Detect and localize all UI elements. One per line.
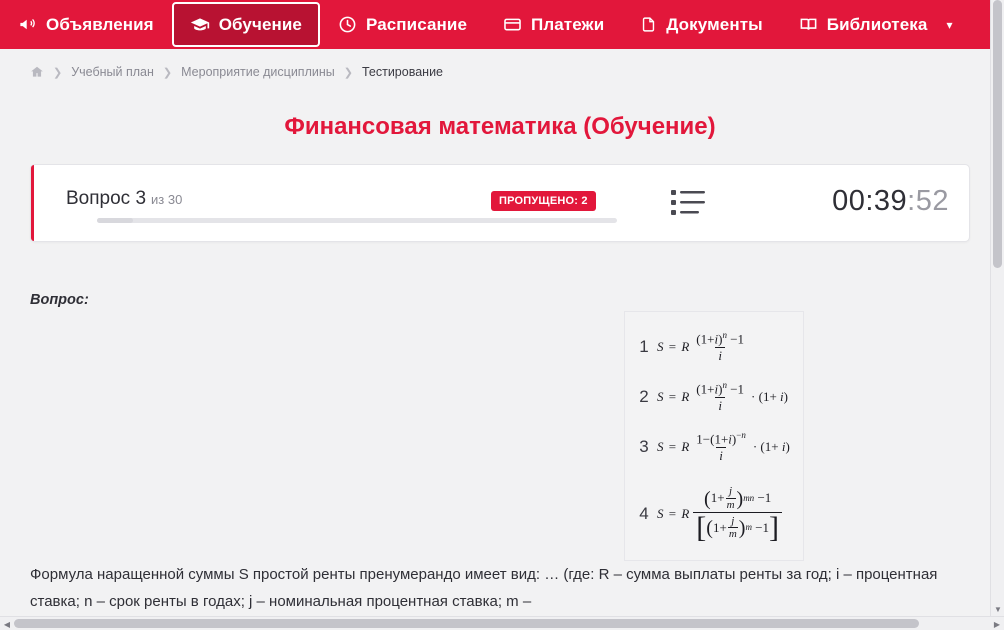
nav-label-documents: Документы — [666, 14, 763, 34]
quiz-progress-fill — [97, 218, 133, 223]
answer-option-3-formula: S = R $\frac{1-(1+i)^{-n}}{i}$ · (1+ i) — [657, 429, 790, 464]
scroll-right-icon[interactable]: ▶ — [993, 619, 1001, 629]
countdown-timer — [832, 185, 949, 218]
answer-option-4[interactable] — [625, 472, 803, 556]
vertical-scrollbar[interactable] — [990, 0, 1004, 616]
page-title: Финансовая математика (Обучение) — [284, 113, 716, 140]
timer-minutes: 00:39 — [832, 185, 908, 217]
answer-option-4-formula: S = R ( 1+ $\frac{j}{m}$ ) mn −1 [ ( 1+ $\frac{j}{m}$ ) m −1 ] — [657, 485, 784, 542]
home-icon[interactable] — [30, 65, 44, 79]
breadcrumb-separator-2: ❯ — [162, 66, 173, 79]
answer-option-2[interactable] — [625, 372, 803, 422]
status-badge: ПРОПУЩЕНО: 2 — [491, 191, 596, 211]
question-text: Формула наращенной суммы S простой ренты пренумерандо имеет вид: … (где: R – сумма выплаты ренты за год; i – процентная ставка; n – срок ренты в годах; j – номинальная процентная ставка; m – — [30, 566, 938, 610]
breadcrumb-separator-1: ❯ — [53, 66, 63, 79]
answer-option-2-formula: S = R $\frac{(1+i)^n -1}{i}$ · (1+ i) — [657, 379, 788, 414]
question-counter — [66, 188, 182, 210]
nav-item-library[interactable] — [781, 0, 971, 49]
question-total: из 30 — [151, 192, 183, 207]
answer-option-1-number: 1 — [639, 337, 649, 356]
book-icon — [799, 15, 818, 34]
nav-label-schedule: Расписание — [365, 14, 468, 34]
horizontal-scrollbar[interactable] — [0, 616, 1004, 630]
quiz-status-card — [30, 164, 970, 242]
main-navigation — [0, 0, 990, 49]
clock-icon — [338, 15, 357, 34]
chevron-down-icon[interactable]: ▾ — [946, 17, 953, 32]
question-list-icon[interactable] — [671, 189, 705, 224]
card-icon — [503, 15, 522, 34]
question-number: Вопрос 3 — [66, 188, 147, 209]
document-icon — [640, 15, 657, 34]
graduation-cap-icon — [190, 15, 210, 35]
scroll-left-icon[interactable]: ◀ — [3, 619, 11, 629]
answer-option-4-number: 4 — [639, 504, 649, 523]
answer-option-3-number: 3 — [639, 437, 649, 456]
quiz-progress-bar — [97, 218, 617, 223]
answer-option-2-number: 2 — [639, 387, 649, 406]
nav-item-announcements[interactable] — [0, 0, 172, 49]
nav-item-schedule[interactable] — [320, 0, 485, 49]
breadcrumb-item-curriculum[interactable]: Учебный план — [71, 65, 154, 79]
answer-option-3[interactable] — [625, 422, 803, 472]
nav-label-library: Библиотека — [826, 14, 928, 34]
timer-seconds: :52 — [907, 185, 949, 217]
answer-options-panel — [624, 311, 804, 561]
megaphone-icon — [18, 15, 37, 34]
answer-option-1[interactable] — [625, 322, 803, 372]
nav-item-learning[interactable] — [172, 2, 320, 47]
nav-item-documents[interactable] — [622, 0, 780, 49]
vertical-scrollbar-thumb[interactable] — [993, 0, 1002, 268]
scroll-down-icon[interactable]: ▼ — [994, 604, 1002, 614]
question-heading: Вопрос: — [30, 292, 89, 308]
nav-label-announcements: Объявления — [46, 14, 154, 34]
nav-item-payments[interactable] — [485, 0, 622, 49]
nav-label-payments: Платежи — [531, 14, 605, 34]
answer-option-1-formula: S = R $\frac{(1+i)^n -1}{i}$ — [657, 329, 745, 364]
nav-label-learning: Обучение — [218, 14, 302, 34]
breadcrumb — [30, 60, 443, 84]
horizontal-scrollbar-thumb[interactable] — [14, 619, 919, 628]
breadcrumb-item-discipline-event[interactable]: Мероприятие дисциплины — [181, 65, 335, 79]
breadcrumb-item-testing[interactable]: Тестирование — [361, 65, 444, 79]
breadcrumb-separator-3: ❯ — [343, 66, 353, 79]
